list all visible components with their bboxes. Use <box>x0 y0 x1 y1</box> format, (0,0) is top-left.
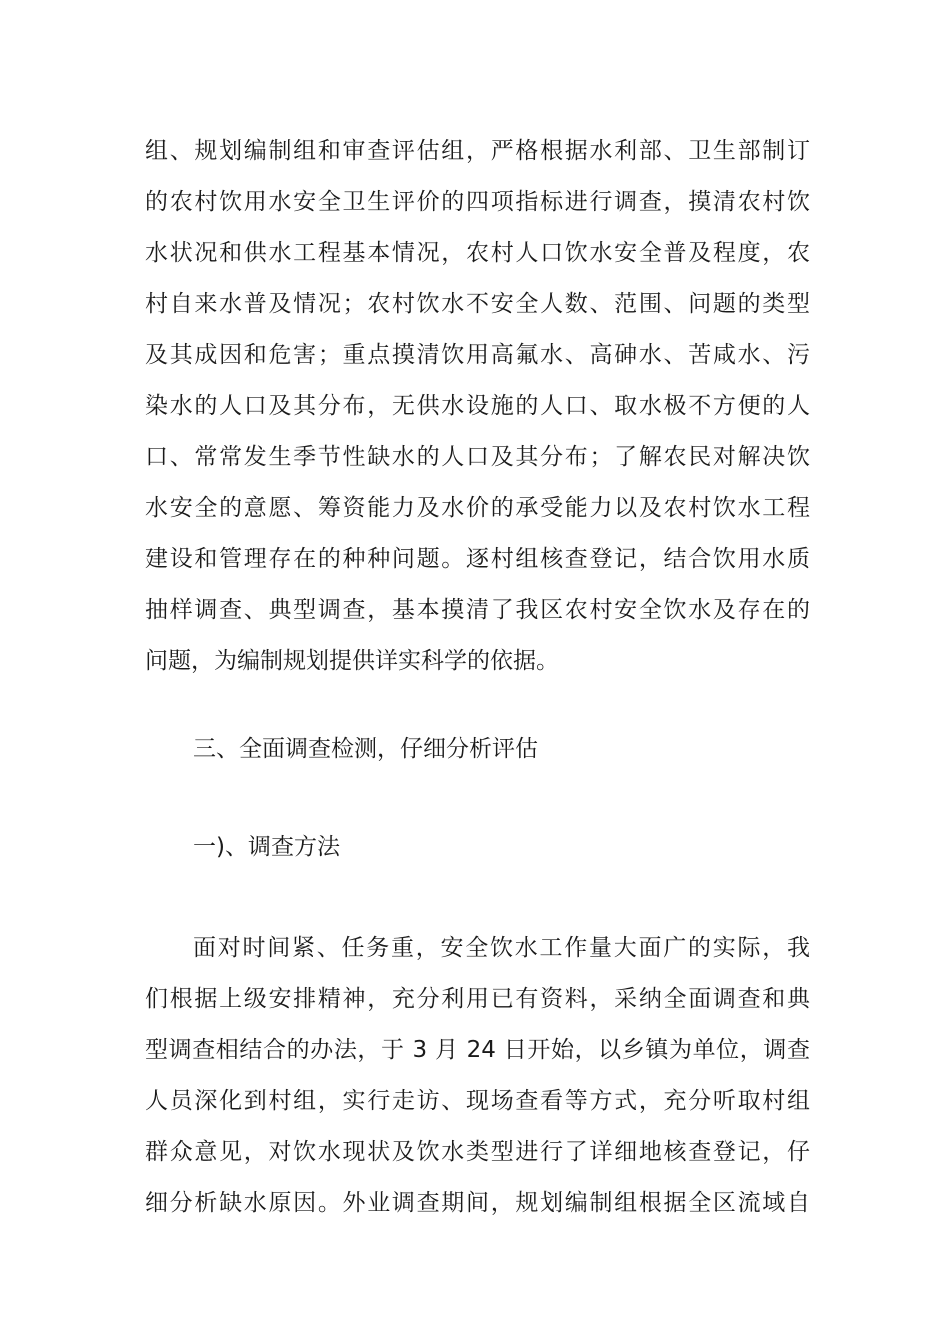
text-line: 抽样调查、典型调查，基本摸清了我区农村安全饮水及存在的 <box>145 597 810 623</box>
text-line: 及其成因和危害；重点摸清饮用高氟水、高砷水、苦咸水、污 <box>145 342 810 368</box>
text-line: 染水的人口及其分布，无供水设施的人口、取水极不方便的人 <box>145 393 810 419</box>
text-line: 建设和管理存在的种种问题。逐村组核查登记，结合饮用水质 <box>145 546 810 572</box>
paragraph-survey-scope <box>145 126 810 687</box>
text-line: 问题，为编制规划提供详实科学的依据。 <box>145 648 559 674</box>
text-line: 型调查相结合的办法，于 3 月 24 日开始，以乡镇为单位，调查 <box>145 1037 810 1063</box>
text-line: 村自来水普及情况；农村饮水不安全人数、范围、问题的类型 <box>145 291 810 317</box>
text-line: 群众意见，对饮水现状及饮水类型进行了详细地核查登记，仔 <box>145 1139 810 1165</box>
paragraph-survey-method <box>145 923 810 1229</box>
text-line: 的农村饮用水安全卫生评价的四项指标进行调查，摸清农村饮 <box>145 189 810 215</box>
section-heading: 三、全面调查检测，仔细分析评估 <box>193 736 538 762</box>
text-line: 水状况和供水工程基本情况，农村人口饮水安全普及程度，农 <box>145 240 810 266</box>
text-line: 口、常常发生季节性缺水的人口及其分布；了解农民对解决饮 <box>145 444 810 470</box>
subsection-heading: 一)、调查方法 <box>193 834 340 860</box>
text-line: 面对时间紧、任务重，安全饮水工作量大面广的实际，我 <box>193 935 810 961</box>
text-line: 细分析缺水原因。外业调查期间，规划编制组根据全区流域自 <box>145 1190 810 1216</box>
text-line: 们根据上级安排精神，充分利用已有资料，采纳全面调查和典 <box>145 986 810 1012</box>
text-line: 水安全的意愿、筹资能力及水价的承受能力以及农村饮水工程 <box>145 495 810 521</box>
text-line: 人员深化到村组，实行走访、现场查看等方式，充分听取村组 <box>145 1088 810 1114</box>
text-line: 组、规划编制组和审查评估组，严格根据水利部、卫生部制订 <box>145 138 810 164</box>
